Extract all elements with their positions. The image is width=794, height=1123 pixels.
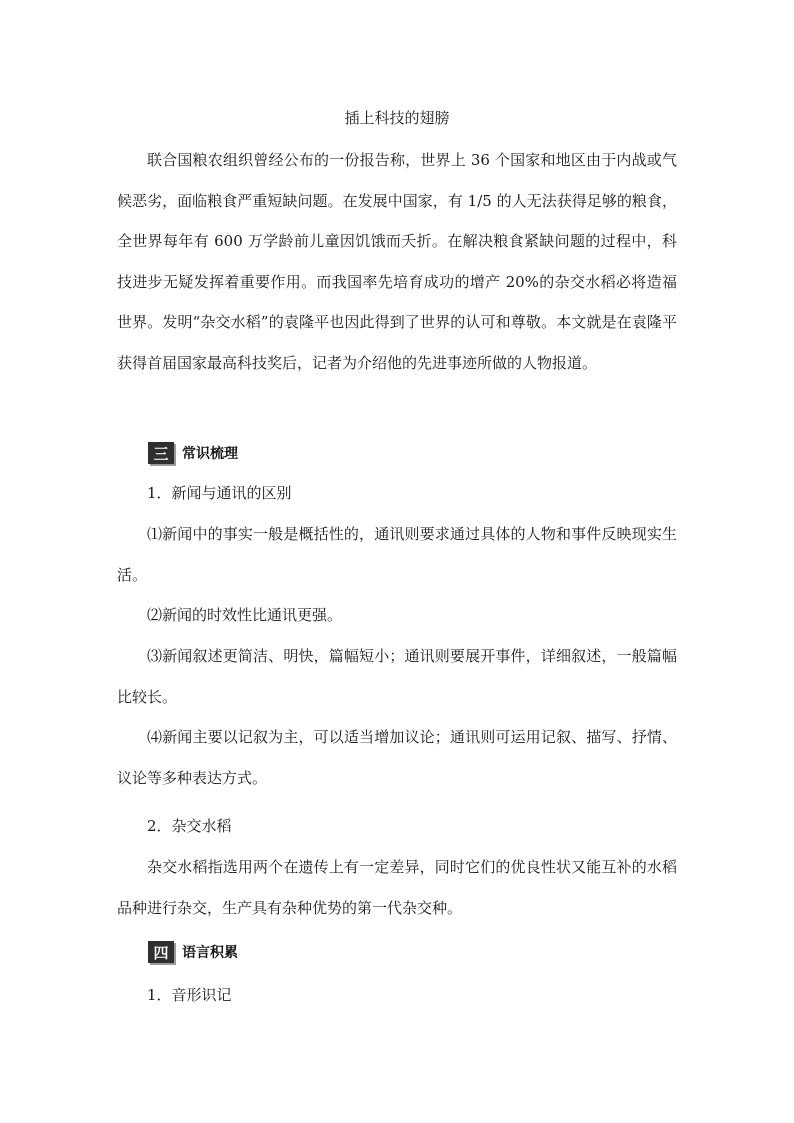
subheading-news-vs-report: 1．新闻与通讯的区别 bbox=[147, 484, 292, 502]
intro-paragraph: 联合国粮农组织曾经公布的一份报告称，世界上 36 个国家和地区由于内战或气候恶劣，面临粮食严重短缺问题。在发展中国家，有 1/5 的人无法获得足够的粮食，全世界每年有 600 万学龄前儿童因饥饿而夭折。在解决粮食紧缺问题的过程中，科技进步无疑发挥着重要作用。而我国率先培育成功的增产 20%的杂交水稻必将造福世界。发明“杂交水稻”的袁隆平也因此得到了世界的认可和尊敬。本文就是在袁隆平获得首届国家最高科技奖后，记者为介绍他的先进事迹所做的人物报道。 bbox=[117, 151, 677, 372]
point-3: ⑶新闻叙述更简洁、明快，篇幅短小；通讯则要展开事件，详细叙述，一般篇幅比较长。 bbox=[117, 647, 677, 706]
section-header-common-knowledge bbox=[148, 441, 238, 465]
section-title: 语言积累 bbox=[182, 945, 238, 961]
section-number-badge: 四 bbox=[148, 941, 174, 963]
subheading-hybrid-rice: 2．杂交水稻 bbox=[147, 817, 232, 835]
point-4: ⑷新闻主要以记叙为主，可以适当增加议论；通讯则可运用记叙、描写、抒情、议论等多种表达方式。 bbox=[117, 728, 677, 787]
point-2: ⑵新闻的时效性比通讯更强。 bbox=[147, 606, 343, 624]
section-title: 常识梳理 bbox=[182, 446, 238, 462]
subheading-pronunciation: 1．音形识记 bbox=[147, 986, 232, 1004]
point-1: ⑴新闻中的事实一般是概括性的，通讯则要求通过具体的人物和事件反映现实生活。 bbox=[117, 525, 677, 584]
section-number-badge: 三 bbox=[148, 442, 174, 464]
section-header-language-accumulation bbox=[148, 940, 238, 964]
hybrid-rice-paragraph: 杂交水稻指选用两个在遗传上有一定差异，同时它们的优良性状又能互补的水稻品种进行杂交，生产具有杂种优势的第一代杂交种。 bbox=[117, 858, 677, 917]
page-title: 插上科技的翅膀 bbox=[344, 109, 450, 127]
